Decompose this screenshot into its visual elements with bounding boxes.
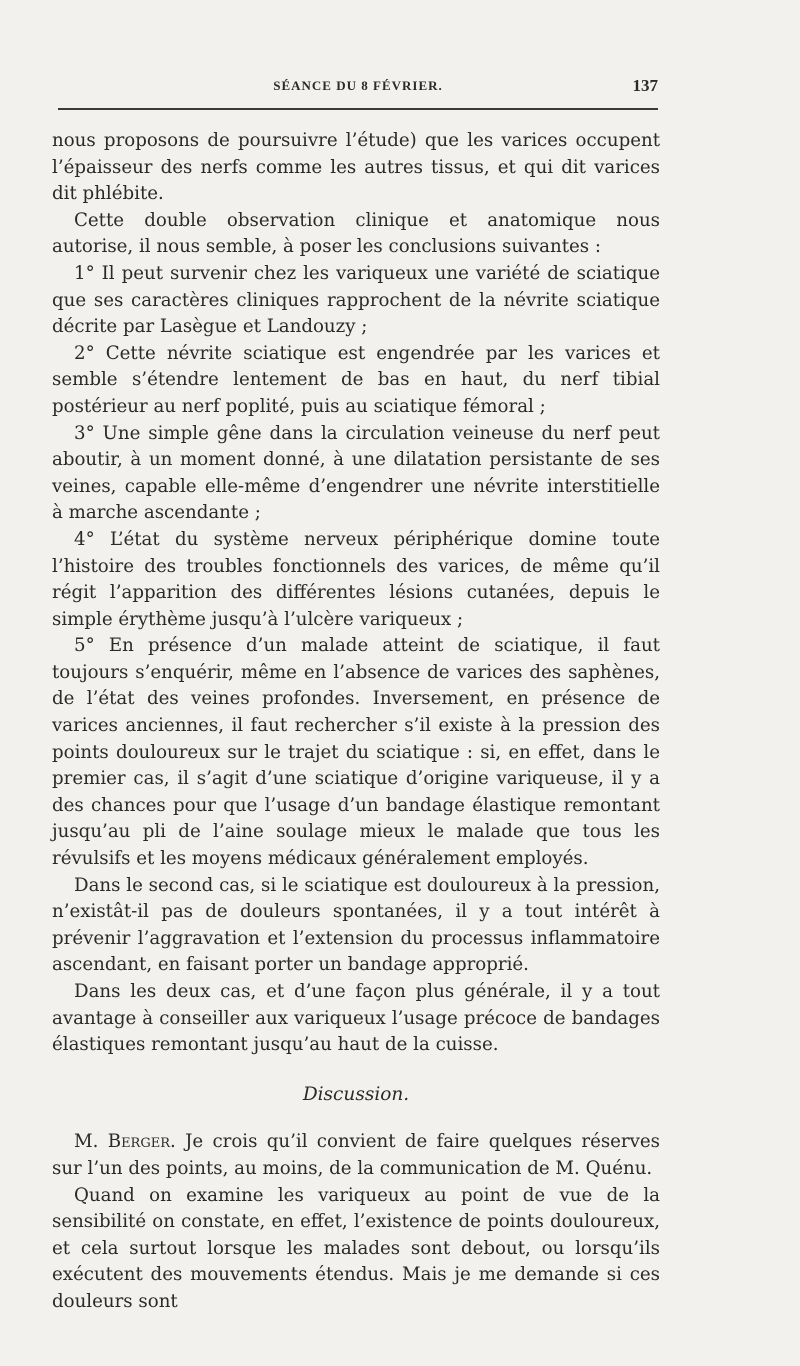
paragraph: Dans les deux cas, et d’une façon plus générale, il y a tout avantage à conseiller aux variqueux l’usage précoce de bandages élastiques remontant jusqu’au haut de la cuisse. bbox=[52, 981, 660, 1056]
paragraph: Dans le second cas, si le sciatique est douloureux à la pression, n’existât-il pas de douleurs spontanées, il y a tout intérêt à prévenir l’aggravation et l’extension du processus inflammatoire ascendant, en faisant porter un bandage approprié. bbox=[52, 874, 660, 976]
conclusion-4: 4° L’état du système nerveux périphérique domine toute l’histoire des troubles fonctionnels des varices, de même qu’il régit l’apparition des différentes lésions cutanées, depuis le simple érythème jusqu’à l’ulcère variqueux ; bbox=[52, 528, 660, 630]
page-header bbox=[58, 78, 658, 100]
section-heading: Discussion. bbox=[302, 1083, 410, 1105]
speaker-text: Je crois qu’il convient de faire quelques réserves sur l’un des points, au moins, de la communication de M. Quénu. bbox=[52, 1131, 660, 1179]
conclusion-2: 2° Cette névrite sciatique est engendrée par les varices et semble s’étendre lentement de bas en haut, du nerf tibial postérieur au nerf poplité, puis au sciatique fémoral ; bbox=[52, 342, 660, 417]
paragraph: nous proposons de poursuivre l’étude) que les varices occupent l’épaisseur des nerfs comme les autres tissus, et qui dit varices dit phlébite. bbox=[52, 130, 660, 205]
discussion-paragraph bbox=[52, 1129, 660, 1182]
conclusion-5: 5° En présence d’un malade atteint de sciatique, il faut toujours s’enquérir, même en l’absence de varices des saphènes, de l’état des veines profondes. Inversement, en présence de varices anciennes, il faut rechercher s’il existe à la pression des points douloureux sur le trajet du sciatique : si, en effet, dans le premier cas, il s’agit d’une sciatique d’origine variqueuse, il y a des chances pour que l’usage d’un bandage élastique remontant jusqu’au pli de l’aine soulage mieux le malade que tous les révulsifs et les moyens médicaux généralement employés. bbox=[52, 635, 660, 870]
conclusion-3: 3° Une simple gêne dans la circulation veineuse du nerf peut aboutir, à un moment donné, à une dilatation persistante de ses veines, capable elle-même d’engendrer une névrite interstitielle à marche ascendante ; bbox=[52, 422, 660, 524]
conclusion-1: 1° Il peut survenir chez les variqueux une variété de sciatique que ses caractères cliniques rapprochent de la névrite sciatique décrite par Lasègue et Landouzy ; bbox=[52, 262, 660, 338]
running-head: SÉANCE DU 8 FÉVRIER. bbox=[273, 78, 443, 93]
text-body bbox=[52, 128, 660, 1316]
paragraph: Cette double observation clinique et anatomique nous autorise, il nous semble, à poser les conclusions suivantes : bbox=[52, 209, 660, 258]
discussion-paragraph: Quand on examine les variqueux au point de vue de la sensibilité on constate, en effet, l’existence de points douloureux, et cela surtout lorsque les malades sont debout, ou lorsqu’ils exécutent des mouvements étendus. Mais je me demande si ces douleurs sont bbox=[52, 1184, 660, 1312]
page-number: 137 bbox=[632, 76, 658, 95]
header-rule bbox=[58, 108, 658, 110]
speaker-name: M. Berger. bbox=[74, 1131, 176, 1153]
